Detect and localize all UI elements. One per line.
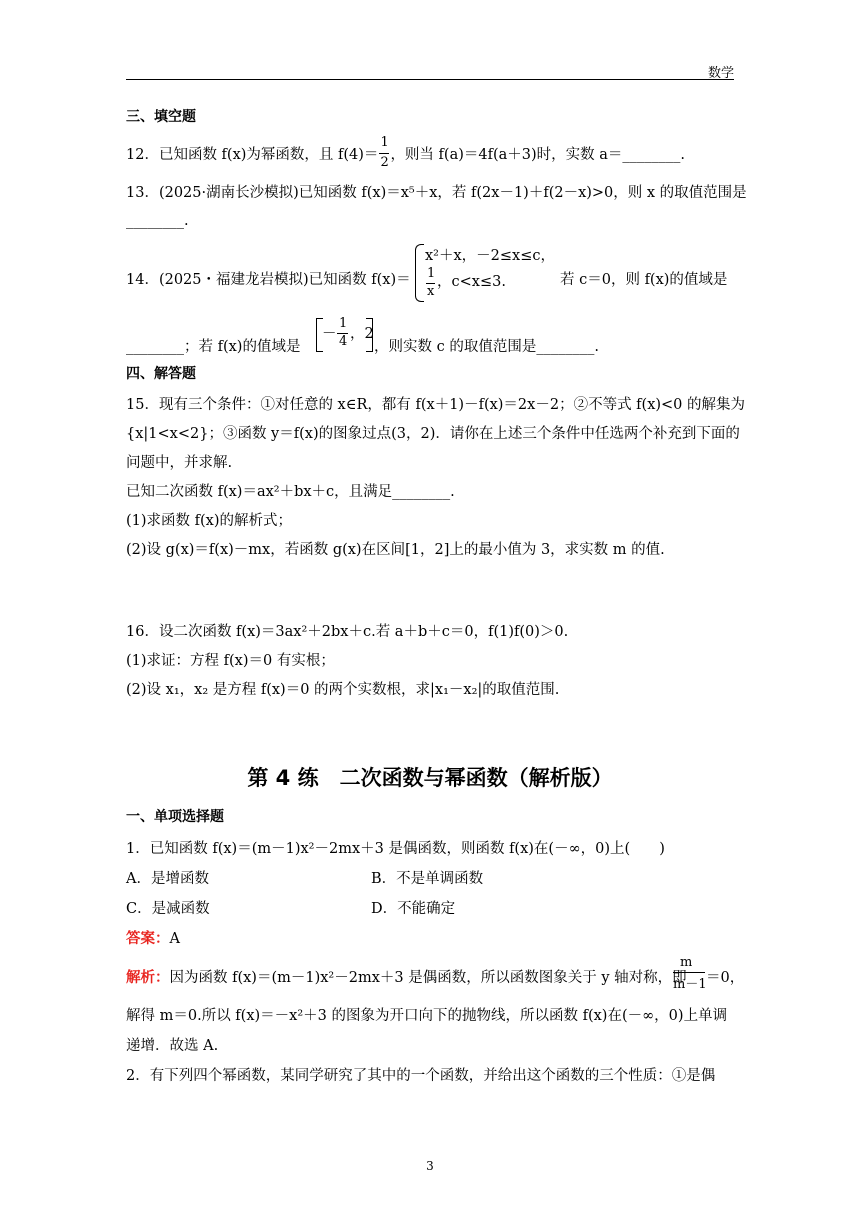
question-15-line3: 问题中，并求解. [126, 455, 233, 471]
analysis-frac-den: m－1 [673, 977, 707, 992]
question-2-line1: 2．有下列四个幂函数，某同学研究了其中的一个函数，并给出这个函数的三个性质：①是偶 [126, 1068, 716, 1084]
answer-value: A [169, 931, 180, 947]
q14-range-num: 1 [339, 316, 348, 331]
section-fill-in-heading: 三、填空题 [126, 109, 196, 125]
question-15-part2: (2)设 g(x)＝f(x)－mx，若函数 g(x)在区间[1，2]上的最小值为 3，求实数 m 的值. [126, 542, 665, 558]
answer-label: 答案： [126, 930, 170, 947]
page-header-rule [126, 79, 734, 80]
q12-text: 12．已知函数 f(x)为幂函数，且 f(4)＝ [126, 147, 379, 163]
section-answer-heading: 四、解答题 [126, 366, 196, 382]
analysis-line2: 解得 m＝0.所以 f(x)＝－x²＋3 的图象为开口向下的抛物线，所以函数 f(x)在(－∞，0)上单调 [126, 1008, 728, 1024]
main-title: 第 4 练 二次函数与幂函数（解析版） [247, 766, 613, 790]
question-1-stem: 1．已知函数 f(x)＝(m－1)x²－2mx＋3 是偶函数，则函数 f(x)在(－∞，0)上( ) [126, 841, 665, 857]
question-15-line2: {x|1<x<2}；③函数 y＝f(x)的图象过点(3，2)．请你在上述三个条件中任选两个补充到下面的 [126, 426, 740, 442]
q12-frac-num: 1 [380, 135, 389, 150]
answer-line [126, 927, 180, 948]
question-16-part1: (1)求证：方程 f(x)＝0 有实根； [126, 653, 335, 669]
question-16-part2: (2)设 x₁，x₂ 是方程 f(x)＝0 的两个实数根，求|x₁－x₂|的取值范围. [126, 682, 560, 698]
question-12 [126, 135, 686, 170]
analysis-frac-num: m [680, 955, 693, 970]
q12-frac-den: 2 [380, 155, 389, 170]
q14-case1: x²＋x，－2≤x≤c， [425, 248, 555, 264]
q14-range-right-bracket [366, 318, 373, 352]
page-number: 3 [426, 1159, 434, 1173]
analysis-line3: 递增．故选 A. [126, 1038, 219, 1054]
analysis-text1: 因为函数 f(x)＝(m－1)x²－2mx＋3 是偶函数，所以函数图象关于 y 轴对称，即 [169, 970, 687, 986]
question-16-line1: 16．设二次函数 f(x)＝3ax²＋2bx＋c.若 a＋b＋c＝0，f(1)f(0)＞0. [126, 624, 569, 640]
question-14-tail: 若 c＝0，则 f(x)的值域是 [560, 272, 728, 288]
q14-case2-tail: ，c<x≤3. [437, 274, 506, 290]
q12-fraction [378, 135, 390, 170]
q14-case2-num: 1 [427, 266, 436, 281]
option-b: B．不是单调函数 [371, 871, 484, 887]
q14-range-den: 4 [339, 334, 348, 349]
q12-frac-bar [379, 153, 389, 154]
question-14-lead: 14．(2025・福建龙岩模拟)已知函数 f(x)＝ [126, 272, 411, 288]
q14-range-neg: － [322, 326, 337, 342]
question-14-line2b: ，则实数 c 的取值范围是________. [374, 339, 599, 355]
section-single-choice-heading: 一、单项选择题 [126, 809, 224, 825]
subject-label: 数学 [707, 66, 734, 81]
question-15-line4: 已知二次函数 f(x)＝ax²＋bx＋c，且满足________. [126, 484, 455, 500]
question-15-line1: 15．现有三个条件：①对任意的 x∈R，都有 f(x＋1)－f(x)＝2x－2；②不等式 f(x)<0 的解集为 [126, 397, 746, 413]
question-13-line2: ________. [126, 213, 189, 229]
question-15-part1: (1)求函数 f(x)的解析式； [126, 513, 293, 529]
q14-range-tail: ，2 [350, 326, 374, 342]
question-13-line1: 13．(2025·湖南长沙模拟)已知函数 f(x)＝x⁵＋x，若 f(2x－1)＋f(2－x)>0，则 x 的取值范围是 [126, 185, 747, 201]
q14-case2-den: x [427, 284, 435, 299]
analysis-label: 解析： [126, 969, 170, 986]
analysis-line1 [126, 966, 687, 987]
analysis-text1-tail: ＝0， [706, 970, 745, 986]
option-c: C．是减函数 [126, 901, 210, 917]
q12-tail: ，则当 f(a)＝4f(a＋3)时，实数 a＝________. [390, 147, 686, 163]
option-a: A．是增函数 [126, 871, 209, 887]
question-14-line2a: ________；若 f(x)的值域是 [126, 339, 301, 355]
option-d: D．不能确定 [371, 901, 456, 917]
q14-brace [415, 244, 424, 302]
